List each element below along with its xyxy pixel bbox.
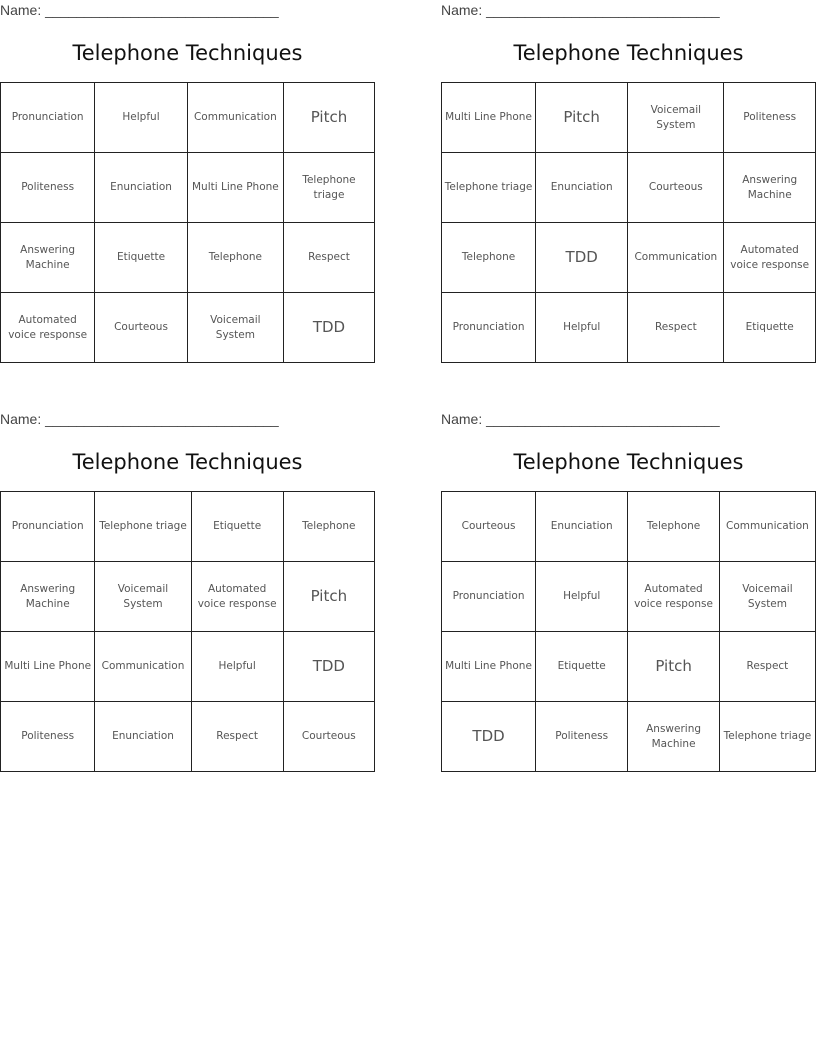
grid-cell: Voicemail System [719,562,815,632]
grid-row [1,153,375,223]
grid-cell: Pronunciation [442,293,536,363]
card-title: Telephone Techniques [513,41,744,65]
grid-cell: Telephone triage [283,153,374,223]
bingo-grid [0,491,375,772]
grid-cell: Helpful [536,562,628,632]
grid-cell: Helpful [536,293,628,363]
grid-cell: Pronunciation [1,83,95,153]
grid-cell: Answering Machine [628,702,720,772]
grid-cell: Enunciation [95,153,188,223]
grid-cell: Respect [283,223,374,293]
grid-cell: Helpful [95,83,188,153]
grid-cell: Communication [187,83,283,153]
grid-cell: Etiquette [724,293,816,363]
grid-cell: TDD [536,223,628,293]
grid-cell: Courteous [442,492,536,562]
grid-cell: Etiquette [536,632,628,702]
grid-cell: Politeness [1,153,95,223]
grid-cell: Multi Line Phone [1,632,95,702]
grid-row [442,223,816,293]
grid-cell: Enunciation [95,702,191,772]
grid-cell: Courteous [628,153,724,223]
grid-cell: Etiquette [191,492,283,562]
grid-cell: Etiquette [95,223,188,293]
grid-row [1,83,375,153]
grid-row [442,702,816,772]
grid-cell: Telephone triage [719,702,815,772]
name-line: Name: ______________________________ [0,2,279,18]
grid-cell: Multi Line Phone [442,632,536,702]
grid-cell: Pitch [283,83,374,153]
grid-cell: Pronunciation [1,492,95,562]
grid-cell: Telephone triage [95,492,191,562]
grid-cell: Multi Line Phone [187,153,283,223]
grid-cell: Voicemail System [187,293,283,363]
grid-cell: Pitch [283,562,374,632]
grid-cell: Telephone [187,223,283,293]
grid-cell: TDD [283,632,374,702]
grid-cell: Politeness [1,702,95,772]
bingo-grid [0,82,375,363]
grid-cell: Communication [95,632,191,702]
grid-cell: Voicemail System [95,562,191,632]
grid-cell: Telephone [442,223,536,293]
grid-row [442,562,816,632]
grid-row [442,293,816,363]
grid-cell: Automated voice response [191,562,283,632]
grid-row [1,562,375,632]
grid-cell: Answering Machine [1,223,95,293]
grid-cell: Voicemail System [628,83,724,153]
grid-row [1,293,375,363]
grid-row [442,153,816,223]
grid-cell: Respect [628,293,724,363]
name-line: Name: ______________________________ [441,2,720,18]
card-title: Telephone Techniques [72,41,303,65]
bingo-grid [441,82,816,363]
grid-cell: Multi Line Phone [442,83,536,153]
grid-cell: Courteous [95,293,188,363]
grid-cell: Answering Machine [724,153,816,223]
grid-row [442,492,816,562]
grid-cell: Courteous [283,702,374,772]
grid-cell: Telephone triage [442,153,536,223]
grid-cell: Telephone [283,492,374,562]
grid-cell: Politeness [724,83,816,153]
grid-row [1,492,375,562]
grid-cell: Enunciation [536,153,628,223]
grid-cell: Automated voice response [1,293,95,363]
grid-cell: Answering Machine [1,562,95,632]
grid-cell: TDD [283,293,374,363]
card-title: Telephone Techniques [72,450,303,474]
grid-cell: Helpful [191,632,283,702]
grid-cell: Pitch [628,632,720,702]
grid-cell: Telephone [628,492,720,562]
grid-row [1,702,375,772]
grid-cell: Politeness [536,702,628,772]
grid-cell: Communication [719,492,815,562]
grid-cell: Enunciation [536,492,628,562]
grid-cell: Pitch [536,83,628,153]
grid-row [1,223,375,293]
grid-cell: Pronunciation [442,562,536,632]
name-line: Name: ______________________________ [441,411,720,427]
card-title: Telephone Techniques [513,450,744,474]
grid-row [1,632,375,702]
grid-row [442,83,816,153]
grid-cell: Respect [191,702,283,772]
name-line: Name: ______________________________ [0,411,279,427]
bingo-grid [441,491,816,772]
grid-cell: Automated voice response [724,223,816,293]
grid-cell: Communication [628,223,724,293]
grid-cell: Respect [719,632,815,702]
grid-row [442,632,816,702]
grid-cell: Automated voice response [628,562,720,632]
grid-cell: TDD [442,702,536,772]
